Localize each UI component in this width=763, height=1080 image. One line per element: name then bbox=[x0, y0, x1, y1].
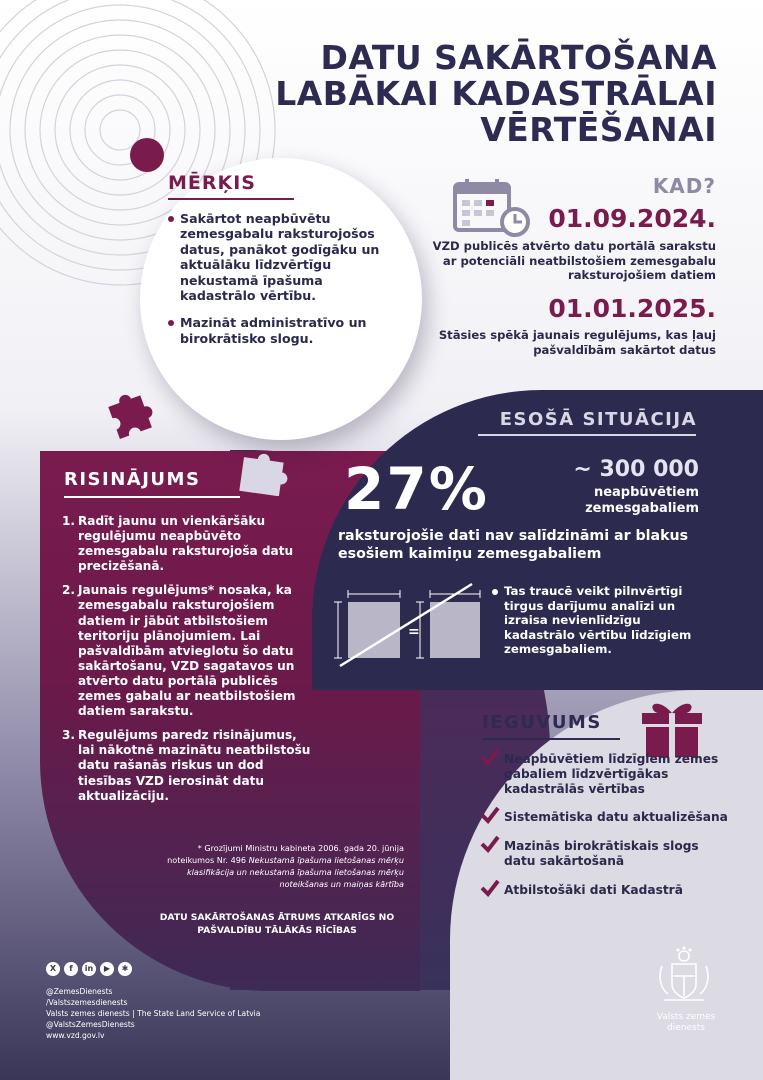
benefit-text: Atbilstošāki dati Kadastrā bbox=[504, 882, 683, 897]
puzzle-piece-icon bbox=[102, 386, 158, 442]
goal-item: Mazināt administratīvo un birokrātisko slogu. bbox=[166, 315, 396, 346]
page-title bbox=[257, 40, 717, 148]
percent-stat: 27% bbox=[344, 455, 489, 523]
goal-item: Sakārtot neapbūvētu zemesgabalu raksturojošos datus, panākot godīgāku un aktuālāku līdzvērtīgu nekustamā īpašuma kadastrālo vērtību. bbox=[166, 211, 396, 303]
title-line-1: DATU SAKĀRTOŠANA bbox=[320, 38, 717, 77]
benefit-item bbox=[480, 839, 730, 869]
puzzle-piece-icon bbox=[236, 450, 292, 496]
date-1-text: VZD publicēs atvērto datu portālā sarakstu ar potenciāli neatbilstošiem zemesgabalu raksturojošiem datiem bbox=[432, 239, 716, 282]
coat-of-arms-icon bbox=[656, 946, 712, 1008]
facebook-icon[interactable]: f bbox=[64, 962, 78, 976]
contact-info bbox=[46, 986, 260, 1041]
list-item bbox=[62, 728, 312, 803]
footnote-text: * Grozījumi Ministru kabineta 2006. gada 20. jūnija noteikumos Nr. 496 bbox=[167, 843, 404, 865]
contact-line: Valsts zemes dienests | The State Land Service of Latvia bbox=[46, 1009, 261, 1018]
title-line-2: LABĀKAI KADASTRĀLAI bbox=[275, 74, 717, 113]
goal-list bbox=[166, 211, 396, 358]
other-social-icon[interactable]: ✱ bbox=[118, 962, 132, 976]
count-stat: ~ 300 000 bbox=[573, 457, 699, 482]
linkedin-icon[interactable]: in bbox=[82, 962, 96, 976]
footnote-italic: Nekustamā īpašuma lietošanas mērķu klasifikācija un nekustamā īpašuma lietošanas mērķu noteikšanas un maiņas kārtība bbox=[186, 855, 404, 889]
contact-line[interactable]: www.vzd.gov.lv bbox=[46, 1031, 105, 1040]
land-comparison-diagram bbox=[330, 580, 490, 672]
benefits-list bbox=[480, 752, 730, 912]
solution-title: RISINĀJUMS bbox=[64, 469, 201, 490]
benefit-text: Sistemātiska datu aktualizēšana bbox=[504, 810, 728, 825]
title-line-3: VĒRTĒŠANAI bbox=[480, 110, 717, 149]
footnote bbox=[150, 842, 404, 890]
date-2: 01.01.2025. bbox=[548, 294, 716, 323]
contact-line[interactable]: @ZemesDienests bbox=[46, 987, 113, 996]
speed-note: DATU SAKĀRTOŠANAS ĀTRUMS ATKARĪGS NO PAŠVALDĪBU TĀLĀKĀS RĪCĪBAS bbox=[159, 912, 395, 936]
date-2-text: Stāsies spēkā jaunais regulējums, kas ļauj pašvaldībām sakārtot datus bbox=[438, 328, 716, 357]
benefit-text: Neapbūvētiem līdzīgiem zemes gabaliem līdzvērtīgākas kadastrālās vērtības bbox=[504, 752, 719, 796]
benefit-item bbox=[480, 752, 730, 796]
youtube-icon[interactable]: ▶ bbox=[100, 962, 114, 976]
goal-underline bbox=[168, 198, 294, 200]
item-number: 2. bbox=[62, 583, 76, 598]
calendar-clock-icon bbox=[453, 178, 531, 238]
contact-line[interactable]: /Valstszemesdienests bbox=[46, 998, 128, 1007]
social-links bbox=[46, 962, 132, 976]
benefits-underline bbox=[482, 738, 620, 740]
item-text: Regulējums paredz risinājumus, lai nākotnē mazinātu neatbilstošu datu rašanās riskus un dod tiesības VZD ierosināt datu aktualizāciju. bbox=[78, 728, 311, 803]
situation-title: ESOŠĀ SITUĀCIJA bbox=[499, 409, 697, 430]
when-label: KAD? bbox=[652, 174, 716, 198]
list-item bbox=[62, 514, 312, 574]
check-icon bbox=[480, 748, 500, 766]
date-1: 01.09.2024. bbox=[548, 204, 716, 233]
benefit-item bbox=[480, 883, 730, 898]
goal-title: MĒRĶIS bbox=[168, 172, 256, 194]
x-icon[interactable]: X bbox=[46, 962, 60, 976]
situation-bullet-list bbox=[490, 584, 710, 669]
situation-underline bbox=[478, 434, 696, 436]
check-icon bbox=[480, 835, 500, 853]
solution-underline bbox=[64, 496, 240, 498]
benefit-text: Mazinās birokrātiskais slogs datu sakārtošanā bbox=[504, 839, 699, 868]
item-number: 1. bbox=[62, 514, 76, 528]
org-name: Valsts zemes dienests bbox=[656, 1012, 716, 1033]
check-icon bbox=[480, 879, 500, 897]
item-number: 3. bbox=[62, 728, 76, 743]
benefits-title: IEGUVUMS bbox=[482, 712, 602, 733]
solution-list bbox=[62, 514, 312, 813]
gift-icon bbox=[640, 697, 704, 759]
list-item bbox=[62, 583, 312, 719]
benefit-item bbox=[480, 810, 730, 825]
accent-dot bbox=[130, 138, 164, 172]
count-label: neapbūvētiem zemesgabaliem bbox=[585, 485, 699, 516]
item-text: Radīt jaunu un vienkāršāku regulējumu neapbūvēto zemesgabalu raksturojoša datu precizēšanā. bbox=[78, 514, 294, 574]
contact-line[interactable]: @ValstsZemesDienests bbox=[46, 1020, 135, 1029]
check-icon bbox=[480, 806, 500, 824]
situation-bullet: Tas traucē veikt pilnvērtīgi tirgus darījumu analīzi un izraisa nevienlīdzīgu kadastrālo vērtību līdzīgiem zemesgabaliem. bbox=[490, 584, 710, 657]
equals-sign: = bbox=[408, 624, 420, 640]
situation-statement: raksturojošie dati nav salīdzināmi ar blakus esošiem kaimiņu zemesgabaliem bbox=[338, 528, 689, 562]
item-text: Jaunais regulējums* nosaka, ka zemesgabalu raksturojošiem datiem ir jābūt atbilstošiem teritoriju plānojumiem. Lai pašvaldībām atvieglotu šo datu sakārtošanu, VZD sagatavos un atvērto datu portālā publicēs zemes gabalu ar neatbilstošiem datiem sarakstu. bbox=[78, 583, 296, 719]
